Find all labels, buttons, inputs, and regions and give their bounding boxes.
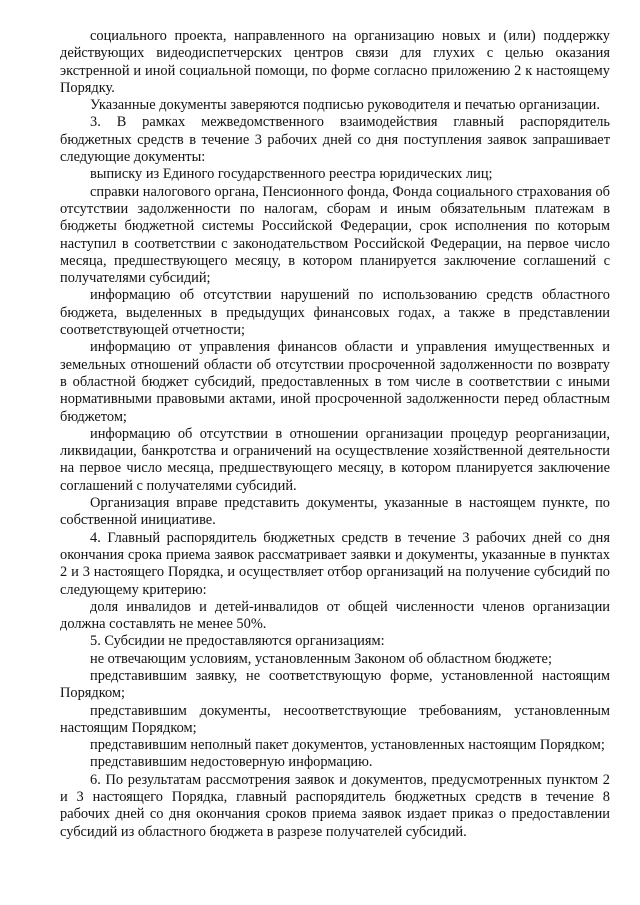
paragraph-tax-certificates: справки налогового органа, Пенсионного фонда, Фонда социального страхования об отсутствии задолженности по налогам, сборам и иным обязательным платежам в бюджеты бюджетной системы Российской Федерации, срок исполнения по которым наступил в соответствии с законодательством Российской Федерации, на первое число месяца, предшествующего месяцу, в котором планируется заключение соглашений с получателями субсидий;: [60, 183, 610, 287]
paragraph-item-3: 3. В рамках межведомственного взаимодействия главный распорядитель бюджетных средств в течение 3 рабочих дней со дня поступления заявок запрашивает следующие документы:: [60, 114, 610, 166]
paragraph-refusal-form: представившим заявку, не соответствующую форме, установленной настоящим Порядком;: [60, 667, 610, 702]
paragraph-item-4: 4. Главный распорядитель бюджетных средств в течение 3 рабочих дней со дня окончания срока приема заявок рассматривает заявки и документы, указанные в пунктах 2 и 3 настоящего Порядка, и осуществляет отбор организаций на получение субсидий по следующему критерию:: [60, 529, 610, 598]
paragraph-own-initiative: Организация вправе представить документы, указанные в настоящем пункте, по собственной инициативе.: [60, 495, 610, 529]
paragraph-criterion: доля инвалидов и детей-инвалидов от общей численности членов организации должна составлять не менее 50%.: [60, 598, 610, 633]
paragraph-item-6: 6. По результатам рассмотрения заявок и документов, предусмотренных пунктом 2 и 3 настоящего Порядка, главный распорядитель бюджетных средств в течение 8 рабочих дней со дня окончания сроков приема заявок издает приказ о предоставлении субсидий из областного бюджета в разрезе получателей субсидий.: [60, 771, 610, 840]
paragraph-project-form: социального проекта, направленного на организацию новых и (или) поддержку действующих видеодиспетчерских центров связи для глухих с целью оказания экстренной и иной социальной помощи, по форме согласно приложению 2 к настоящему Порядку.: [60, 28, 610, 96]
paragraph-item-5: 5. Субсидии не предоставляются организациям:: [90, 633, 385, 650]
paragraph-refusal-documents: представившим документы, несоответствующие требованиям, установленным настоящим Порядком;: [60, 702, 610, 736]
paragraph-refusal-incomplete: представившим неполный пакет документов, установленных настоящим Порядком;: [90, 737, 605, 754]
paragraph-refusal-conditions: не отвечающим условиям, установленным Законом об областном бюджете;: [90, 650, 552, 667]
paragraph-certification: Указанные документы заверяются подписью руководителя и печатью организации.: [90, 97, 600, 114]
paragraph-registry-extract: выписку из Единого государственного реестра юридических лиц;: [90, 166, 493, 183]
paragraph-no-reorganization: информацию об отсутствии в отношении организации процедур реорганизации, ликвидации, банкротства и ограничений на осуществление хозяйственной деятельности на первое число месяца, предшествующего месяцу, в котором планируется заключение соглашений с получателями субсидий.: [60, 425, 610, 494]
paragraph-no-arrears: информацию от управления финансов области и управления имущественных и земельных отношений области об отсутствии просроченной задолженности по возврату в областной бюджет субсидий, предоставленных в том числе в соответствии с иными нормативными правовыми актами, иной просроченной задолженности перед областным бюджетом;: [60, 339, 610, 425]
paragraph-no-violations: информацию об отсутствии нарушений по использованию средств областного бюджета, выделенных в предыдущих финансовых годах, а также в представлении соответствующей отчетности;: [60, 287, 610, 339]
paragraph-refusal-false-info: представившим недостоверную информацию.: [90, 754, 373, 771]
